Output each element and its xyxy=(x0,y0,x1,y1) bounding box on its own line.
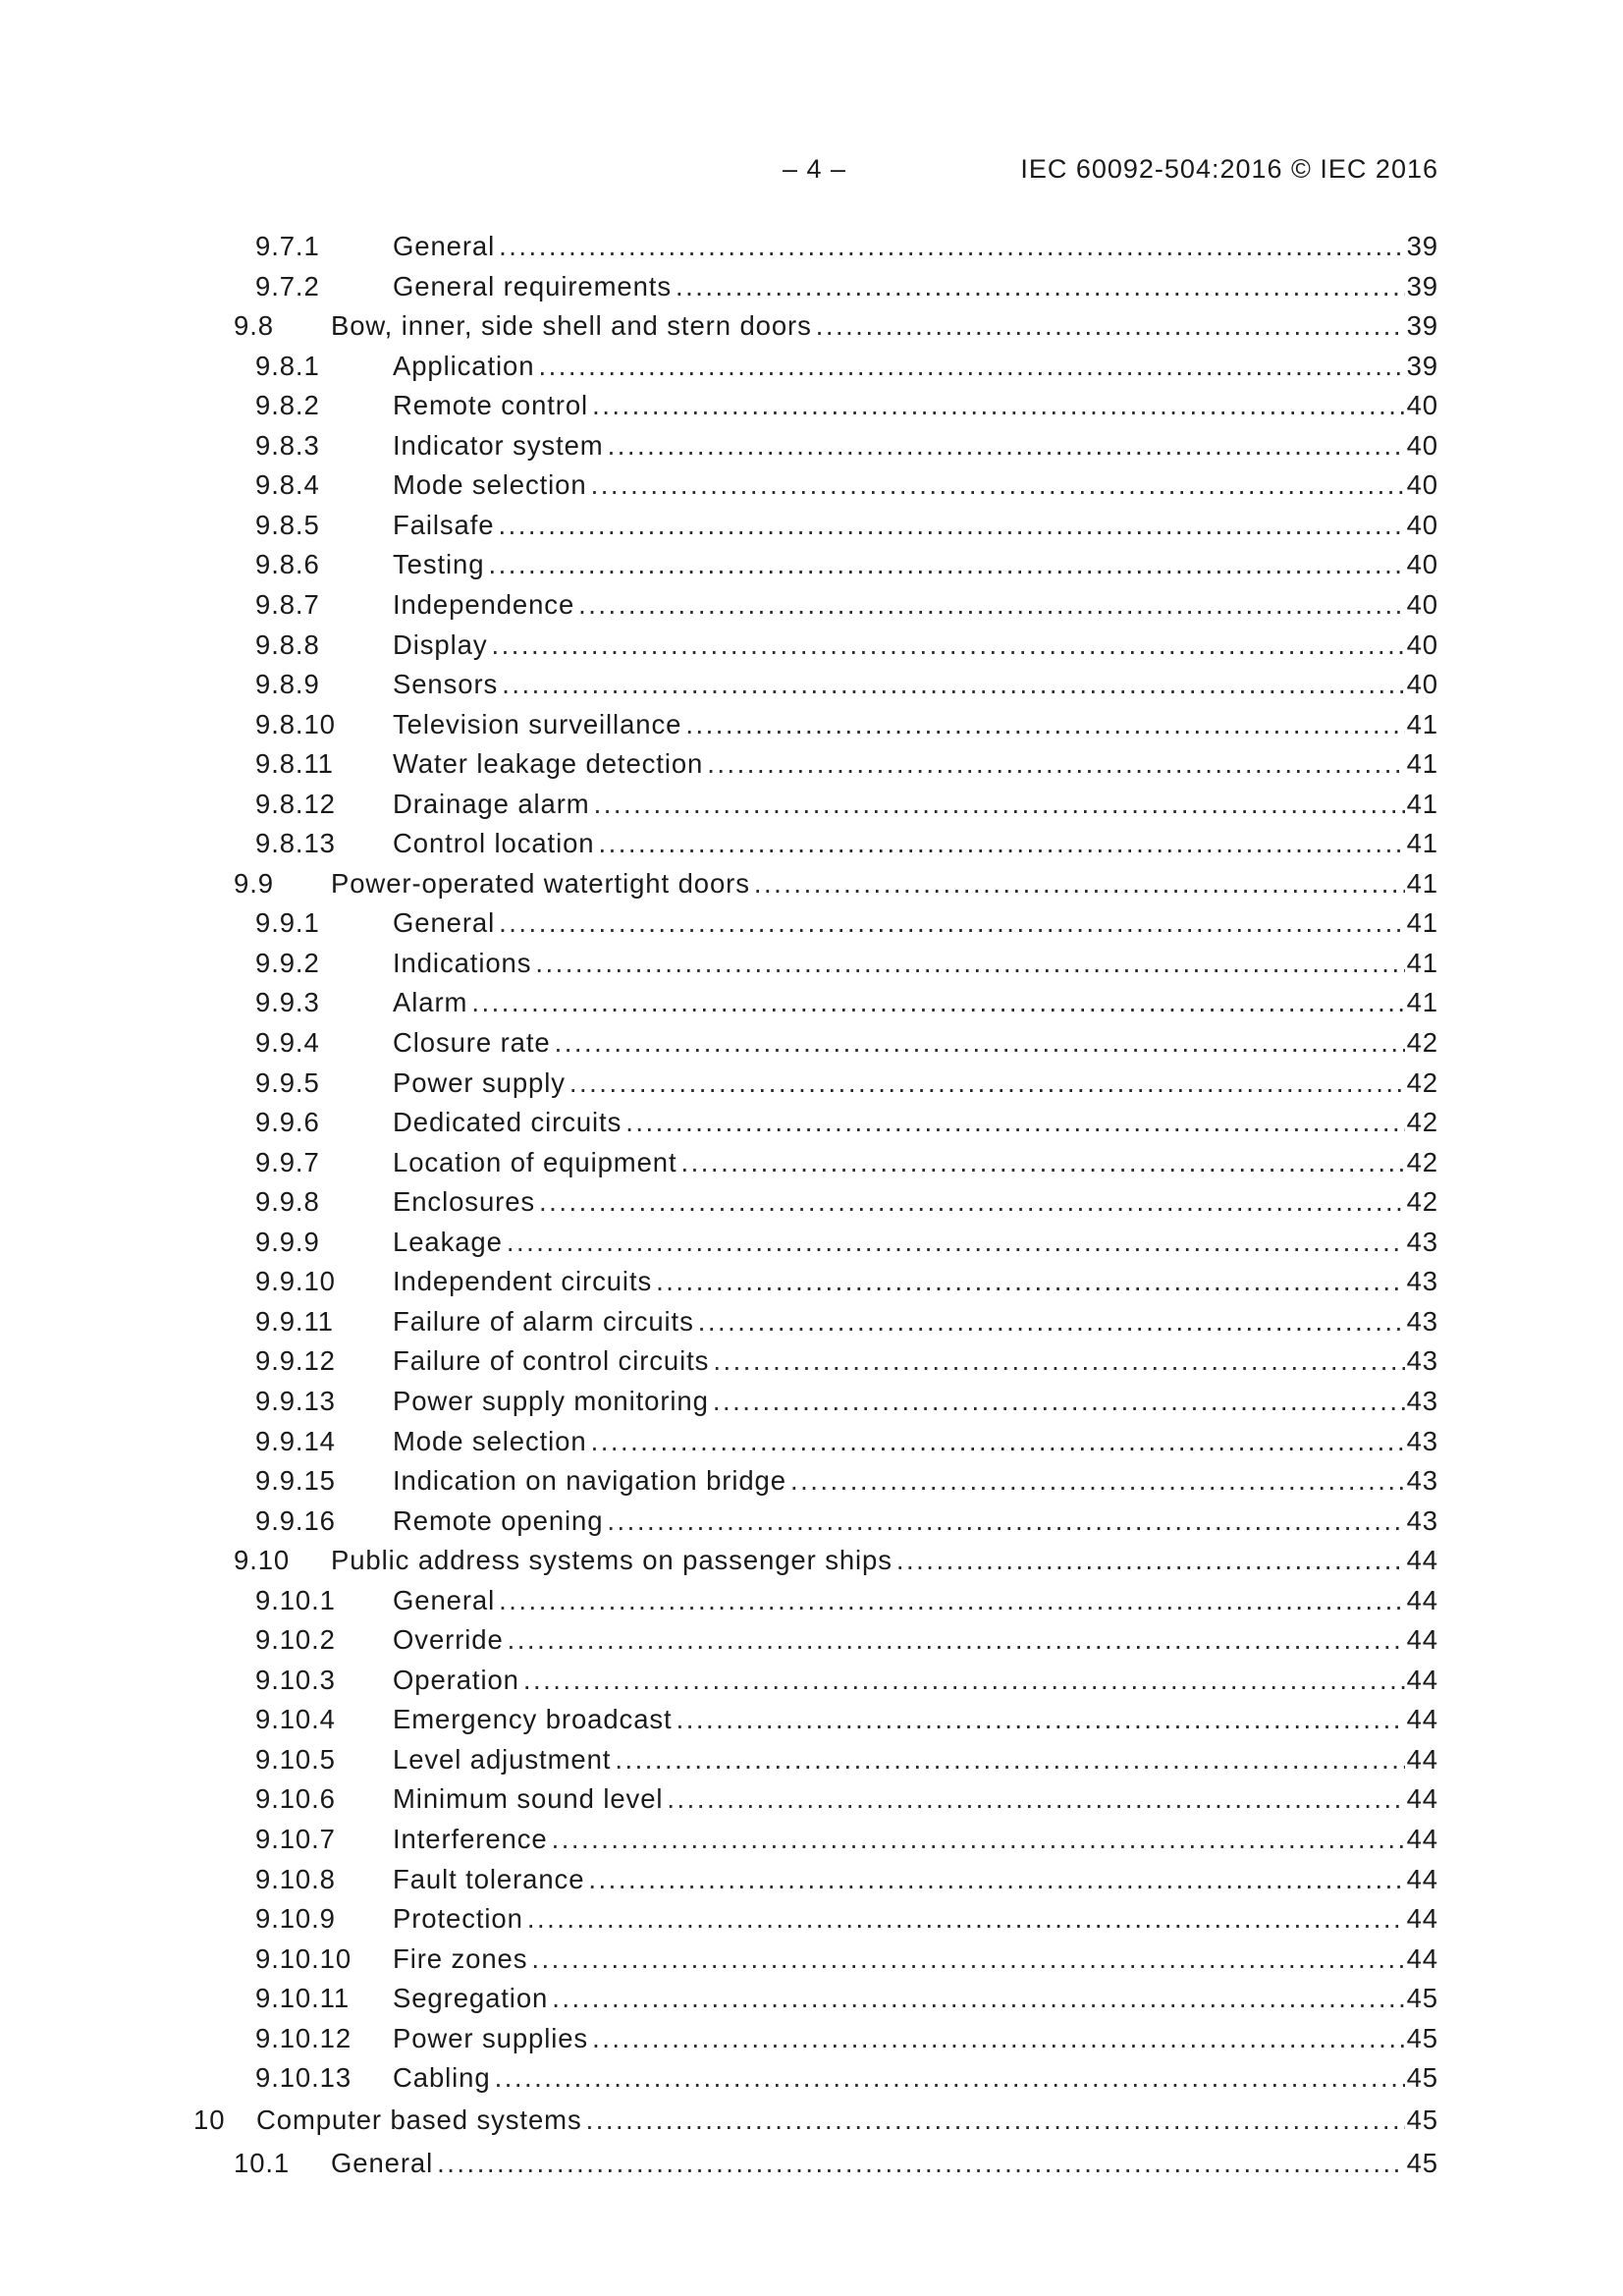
toc-entry-title: Override xyxy=(393,1624,504,1656)
toc-entry-number: 9.8.6 xyxy=(255,549,320,580)
toc-entry-number: 9.10.8 xyxy=(255,1863,336,1894)
toc-entry-body xyxy=(393,547,1438,582)
toc-entry-body xyxy=(393,1384,1438,1419)
toc-entry-title: Power supply monitoring xyxy=(393,1385,709,1416)
toc-entry-number: 9.9.10 xyxy=(255,1266,336,1297)
toc-dot-leader xyxy=(698,1304,1405,1339)
toc-entry-page: 44 xyxy=(1406,1743,1438,1775)
toc-dot-leader xyxy=(594,787,1405,822)
toc-entry-page: 43 xyxy=(1406,1266,1438,1297)
toc-entry-page: 42 xyxy=(1406,1066,1438,1098)
toc-entry-number: 9.10.12 xyxy=(255,2022,352,2053)
toc-entry-page: 44 xyxy=(1406,1584,1438,1615)
toc-entry[interactable] xyxy=(0,2146,1623,2181)
toc-dot-leader xyxy=(625,1105,1404,1140)
toc-entry-body xyxy=(393,349,1438,384)
toc-entry-number: 9.9.2 xyxy=(255,947,320,978)
toc-entry-title: General xyxy=(393,1584,496,1615)
toc-entry[interactable] xyxy=(0,1781,1623,1817)
toc-entry-number: 9.8.9 xyxy=(255,669,320,700)
toc-entry-title: Alarm xyxy=(393,987,468,1018)
toc-dot-leader xyxy=(569,1066,1405,1101)
toc-entry-page: 44 xyxy=(1406,1783,1438,1815)
toc-dot-leader xyxy=(790,1463,1405,1499)
toc-entry-title: Indications xyxy=(393,947,532,978)
toc-entry-body xyxy=(256,2103,1438,2138)
toc-entry[interactable] xyxy=(0,467,1623,503)
toc-entry-number: 9.10.10 xyxy=(255,1942,352,1974)
toc-entry[interactable] xyxy=(0,1304,1623,1339)
toc-entry-number: 9.9.9 xyxy=(255,1226,320,1257)
toc-dot-leader xyxy=(495,2060,1405,2096)
toc-entry-body xyxy=(393,1583,1438,1618)
toc-entry-page: 45 xyxy=(1406,2148,1438,2179)
toc-entry-body xyxy=(393,946,1438,981)
toc-dot-leader xyxy=(538,349,1404,384)
toc-entry-body xyxy=(393,1145,1438,1180)
toc-entry-body xyxy=(393,1901,1438,1937)
toc-dot-leader xyxy=(676,269,1405,304)
toc-entry-number: 9.10.4 xyxy=(255,1704,336,1735)
toc-entry-body xyxy=(393,1622,1438,1658)
toc-entry[interactable] xyxy=(0,1862,1623,1897)
toc-dot-leader xyxy=(592,2021,1405,2056)
toc-entry-number: 9.8.12 xyxy=(255,788,336,819)
toc-entry-number: 9.9.16 xyxy=(255,1504,336,1536)
toc-entry-number: 9.10.7 xyxy=(255,1824,336,1854)
toc-entry[interactable] xyxy=(0,1901,1623,1937)
toc-entry-body xyxy=(331,308,1438,344)
toc-entry[interactable] xyxy=(0,1543,1623,1578)
toc-entry-title: Independence xyxy=(393,588,575,620)
toc-entry-page: 45 xyxy=(1406,2022,1438,2053)
toc-entry-title: General xyxy=(393,231,496,261)
toc-entry-page: 44 xyxy=(1406,1704,1438,1735)
toc-entry[interactable] xyxy=(0,2021,1623,2056)
toc-dot-leader xyxy=(591,467,1405,503)
toc-entry[interactable] xyxy=(0,508,1623,543)
toc-entry-title: Emergency broadcast xyxy=(393,1704,673,1735)
toc-entry-title: Failure of control circuits xyxy=(393,1345,710,1377)
toc-entry[interactable] xyxy=(0,2103,1623,2138)
toc-entry[interactable] xyxy=(0,1343,1623,1379)
toc-entry[interactable] xyxy=(0,985,1623,1020)
toc-entry-page: 41 xyxy=(1406,987,1438,1018)
toc-dot-leader xyxy=(437,2146,1404,2181)
toc-entry-number: 9.9.1 xyxy=(255,907,320,939)
toc-dot-leader xyxy=(667,1781,1404,1817)
toc-entry-page: 44 xyxy=(1406,1942,1438,1974)
toc-entry-body xyxy=(393,1503,1438,1539)
toc-entry-number: 9.9.12 xyxy=(255,1345,336,1377)
toc-entry-body xyxy=(393,1981,1438,2016)
toc-entry[interactable] xyxy=(0,1225,1623,1260)
toc-entry-body xyxy=(393,508,1438,543)
toc-entry-page: 40 xyxy=(1406,429,1438,461)
toc-entry-title: General requirements xyxy=(393,270,672,301)
toc-entry-number: 9.9.11 xyxy=(255,1305,334,1337)
toc-entry-title: Cabling xyxy=(393,2062,491,2094)
toc-entry[interactable] xyxy=(0,946,1623,981)
toc-entry-body xyxy=(393,1184,1438,1220)
toc-entry-title: Leakage xyxy=(393,1226,503,1257)
toc-entry-page: 44 xyxy=(1406,1545,1438,1576)
document-reference: IEC 60092-504:2016 © IEC 2016 xyxy=(1020,154,1438,184)
toc-entry-page: 41 xyxy=(1406,828,1438,859)
toc-entry[interactable] xyxy=(0,667,1623,702)
toc-entry-page: 39 xyxy=(1406,350,1438,381)
toc-entry-body xyxy=(393,1822,1438,1857)
toc-entry-page: 40 xyxy=(1406,390,1438,421)
toc-entry[interactable] xyxy=(0,1463,1623,1499)
toc-entry-title: Indicator system xyxy=(393,429,604,461)
toc-entry-page: 45 xyxy=(1406,2104,1438,2135)
toc-entry-title: Water leakage detection xyxy=(393,748,704,780)
toc-entry-number: 9.7.2 xyxy=(255,270,320,301)
toc-dot-leader xyxy=(656,1264,1404,1299)
toc-dot-leader xyxy=(552,1981,1404,2016)
toc-entry-number: 9.8.5 xyxy=(255,509,320,540)
toc-entry-body xyxy=(393,2060,1438,2096)
toc-dot-leader xyxy=(586,2103,1405,2138)
toc-entry-page: 44 xyxy=(1406,1903,1438,1935)
toc-entry[interactable] xyxy=(0,1981,1623,2016)
toc-entry-body xyxy=(393,1742,1438,1777)
toc-entry-page: 39 xyxy=(1406,270,1438,301)
toc-dot-leader xyxy=(535,946,1404,981)
toc-entry[interactable] xyxy=(0,349,1623,384)
toc-entry-page: 40 xyxy=(1406,588,1438,620)
toc-entry-number: 9.7.1 xyxy=(255,231,320,261)
toc-entry-title: Closure rate xyxy=(393,1027,551,1058)
toc-entry-title: Bow, inner, side shell and stern doors xyxy=(331,310,812,342)
toc-entry-page: 44 xyxy=(1406,1824,1438,1854)
toc-entry[interactable] xyxy=(0,1503,1623,1539)
toc-entry-page: 41 xyxy=(1406,708,1438,739)
toc-entry-body xyxy=(393,1105,1438,1140)
toc-entry-title: Fire zones xyxy=(393,1942,528,1974)
toc-entry-number: 9.9.15 xyxy=(255,1465,336,1497)
toc-entry-title: Independent circuits xyxy=(393,1266,653,1297)
toc-entry-body xyxy=(393,1343,1438,1379)
toc-entry-body xyxy=(393,905,1438,941)
toc-entry-page: 44 xyxy=(1406,1624,1438,1656)
toc-dot-leader xyxy=(507,1225,1405,1260)
toc-entry[interactable] xyxy=(0,388,1623,423)
toc-entry-page: 42 xyxy=(1406,1027,1438,1058)
toc-entry-page: 43 xyxy=(1406,1226,1438,1257)
toc-entry[interactable] xyxy=(0,269,1623,304)
toc-entry-page: 43 xyxy=(1406,1305,1438,1337)
toc-entry-title: Failsafe xyxy=(393,509,495,540)
toc-entry-title: Failure of alarm circuits xyxy=(393,1305,694,1337)
toc-entry-title: Interference xyxy=(393,1824,548,1854)
toc-entry[interactable] xyxy=(0,1424,1623,1459)
toc-entry-number: 9.10.1 xyxy=(255,1584,336,1615)
toc-entry-number: 9.9.8 xyxy=(255,1186,320,1218)
toc-dot-leader xyxy=(499,229,1404,264)
page-number: – 4 – xyxy=(783,154,847,184)
toc-entry-number: 9.10 xyxy=(234,1545,291,1576)
toc-entry-title: Location of equipment xyxy=(393,1146,677,1177)
toc-entry-body xyxy=(393,1066,1438,1101)
toc-entry-title: Computer based systems xyxy=(256,2104,582,2135)
toc-entry-number: 9.8.1 xyxy=(255,350,320,381)
toc-entry-page: 42 xyxy=(1406,1107,1438,1138)
toc-entry-number: 9.9.7 xyxy=(255,1146,320,1177)
toc-entry-number: 9.9.14 xyxy=(255,1425,336,1456)
toc-entry-page: 41 xyxy=(1406,867,1438,899)
toc-entry-body xyxy=(393,1862,1438,1897)
toc-entry-title: Level adjustment xyxy=(393,1743,612,1775)
toc-entry-page: 42 xyxy=(1406,1186,1438,1218)
toc-entry-title: Control location xyxy=(393,828,595,859)
toc-entry-number: 9.9.5 xyxy=(255,1066,320,1098)
toc-entry-title: Power supply xyxy=(393,1066,566,1098)
toc-entry-body xyxy=(393,787,1438,822)
toc-entry-body xyxy=(393,587,1438,623)
toc-dot-leader xyxy=(598,826,1404,861)
toc-entry[interactable] xyxy=(0,1025,1623,1061)
toc-entry-body xyxy=(393,826,1438,861)
toc-entry-title: Minimum sound level xyxy=(393,1783,664,1815)
toc-dot-leader xyxy=(591,1424,1405,1459)
toc-entry[interactable] xyxy=(0,1583,1623,1618)
toc-entry-page: 41 xyxy=(1406,947,1438,978)
toc-entry-page: 40 xyxy=(1406,629,1438,660)
toc-entry-body xyxy=(393,1781,1438,1817)
toc-dot-leader xyxy=(608,428,1405,464)
toc-entry-title: General xyxy=(393,907,496,939)
toc-entry[interactable] xyxy=(0,547,1623,582)
toc-entry-number: 9.10.11 xyxy=(255,1983,351,2014)
toc-dot-leader xyxy=(713,1343,1404,1379)
toc-entry-number: 10 xyxy=(193,2104,226,2135)
toc-entry-body xyxy=(331,2146,1438,2181)
toc-entry-title: General xyxy=(331,2148,434,2179)
toc-dot-leader xyxy=(816,308,1405,344)
toc-dot-leader xyxy=(499,905,1404,941)
toc-entry-page: 39 xyxy=(1406,310,1438,342)
toc-entry[interactable] xyxy=(0,1941,1623,1977)
toc-entry-body xyxy=(393,667,1438,702)
toc-entry-title: Testing xyxy=(393,549,485,580)
toc-entry-body xyxy=(393,1424,1438,1459)
toc-entry-page: 45 xyxy=(1406,2062,1438,2094)
toc-entry-title: Television surveillance xyxy=(393,708,682,739)
toc-entry-page: 45 xyxy=(1406,1983,1438,2014)
toc-entry[interactable] xyxy=(0,746,1623,782)
page-header xyxy=(0,154,1623,193)
toc-entry-number: 9.9.3 xyxy=(255,987,320,1018)
toc-dot-leader xyxy=(588,1862,1404,1897)
toc-entry-page: 43 xyxy=(1406,1425,1438,1456)
toc-dot-leader xyxy=(681,1145,1405,1180)
toc-entry-title: Power-operated watertight doors xyxy=(331,867,750,899)
toc-entry-title: Drainage alarm xyxy=(393,788,590,819)
toc-entry-title: Application xyxy=(393,350,535,381)
toc-entry-body xyxy=(393,985,1438,1020)
toc-entry-body xyxy=(393,1225,1438,1260)
toc-dot-leader xyxy=(615,1742,1404,1777)
toc-entry-body xyxy=(393,1941,1438,1977)
toc-dot-leader xyxy=(488,547,1404,582)
toc-entry[interactable] xyxy=(0,905,1623,941)
toc-entry-body xyxy=(393,746,1438,782)
toc-dot-leader xyxy=(592,388,1405,423)
toc-entry-title: Mode selection xyxy=(393,1425,587,1456)
toc-entry-number: 9.10.6 xyxy=(255,1783,336,1815)
toc-entry-body xyxy=(393,2021,1438,2056)
toc-entry[interactable] xyxy=(0,1105,1623,1140)
toc-entry-title: Mode selection xyxy=(393,469,587,501)
toc-entry-page: 40 xyxy=(1406,669,1438,700)
toc-entry[interactable] xyxy=(0,1184,1623,1220)
toc-entry[interactable] xyxy=(0,2060,1623,2096)
toc-entry-number: 9.10.9 xyxy=(255,1903,336,1935)
toc-entry-body xyxy=(331,866,1438,902)
toc-entry-body xyxy=(393,628,1438,663)
toc-entry-number: 9.8.10 xyxy=(255,708,336,739)
toc-entry-number: 9.8 xyxy=(234,310,274,342)
toc-entry-page: 40 xyxy=(1406,509,1438,540)
toc-dot-leader xyxy=(502,667,1404,702)
toc-dot-leader xyxy=(527,1901,1405,1937)
toc-entry-body xyxy=(393,388,1438,423)
toc-entry-page: 42 xyxy=(1406,1146,1438,1177)
toc-entry-body xyxy=(393,1663,1438,1698)
toc-entry[interactable] xyxy=(0,1145,1623,1180)
toc-entry-page: 43 xyxy=(1406,1385,1438,1416)
toc-dot-leader xyxy=(685,707,1404,742)
toc-dot-leader xyxy=(552,1822,1405,1857)
toc-dot-leader xyxy=(555,1025,1405,1061)
toc-entry-title: Protection xyxy=(393,1903,523,1935)
toc-entry[interactable] xyxy=(0,1384,1623,1419)
toc-entry-number: 9.8.11 xyxy=(255,748,334,780)
toc-dot-leader xyxy=(499,508,1405,543)
toc-dot-leader xyxy=(491,628,1404,663)
toc-entry-number: 10.1 xyxy=(234,2148,291,2179)
toc-entry-number: 9.10.2 xyxy=(255,1624,336,1656)
toc-entry-number: 9.8.7 xyxy=(255,588,320,620)
toc-entry[interactable] xyxy=(0,826,1623,861)
toc-entry[interactable] xyxy=(0,1742,1623,1777)
toc-entry-number: 9.9.4 xyxy=(255,1027,320,1058)
toc-entry-number: 9.8.3 xyxy=(255,429,320,461)
toc-dot-leader xyxy=(676,1702,1405,1737)
toc-dot-leader xyxy=(754,866,1405,902)
toc-entry-page: 41 xyxy=(1406,907,1438,939)
toc-dot-leader xyxy=(707,746,1404,782)
toc-entry[interactable] xyxy=(0,787,1623,822)
toc-entry-page: 43 xyxy=(1406,1504,1438,1536)
toc-entry-title: Enclosures xyxy=(393,1186,536,1218)
toc-entry-body xyxy=(331,1543,1438,1578)
toc-entry-title: Power supplies xyxy=(393,2022,589,2053)
toc-entry-page: 44 xyxy=(1406,1863,1438,1894)
toc-entry-body xyxy=(393,1702,1438,1737)
toc-dot-leader xyxy=(499,1583,1404,1618)
toc-entry[interactable] xyxy=(0,428,1623,464)
toc-entry[interactable] xyxy=(0,1066,1623,1101)
toc-dot-leader xyxy=(896,1543,1405,1578)
toc-dot-leader xyxy=(471,985,1404,1020)
toc-entry-page: 41 xyxy=(1406,788,1438,819)
toc-entry[interactable] xyxy=(0,1622,1623,1658)
toc-entry-page: 40 xyxy=(1406,469,1438,501)
toc-dot-leader xyxy=(607,1503,1404,1539)
toc-entry-body xyxy=(393,1025,1438,1061)
toc-entry[interactable] xyxy=(0,1702,1623,1737)
toc-entry-title: Segregation xyxy=(393,1983,549,2014)
toc-entry-number: 9.8.13 xyxy=(255,828,336,859)
toc-entry-body xyxy=(393,707,1438,742)
toc-entry-body xyxy=(393,1304,1438,1339)
toc-entry-number: 9.10.13 xyxy=(255,2062,352,2094)
toc-entry[interactable] xyxy=(0,1264,1623,1299)
toc-entry[interactable] xyxy=(0,707,1623,742)
toc-entry-title: Sensors xyxy=(393,669,499,700)
toc-entry-page: 40 xyxy=(1406,549,1438,580)
toc-entry[interactable] xyxy=(0,1663,1623,1698)
toc-entry-body xyxy=(393,467,1438,503)
toc-entry-title: Remote control xyxy=(393,390,589,421)
toc-dot-leader xyxy=(523,1663,1405,1698)
toc-entry-title: Public address systems on passenger ships xyxy=(331,1545,893,1576)
toc-entry-body xyxy=(393,229,1438,264)
toc-entry-page: 41 xyxy=(1406,748,1438,780)
toc-entry-title: Display xyxy=(393,629,488,660)
toc-entry-page: 39 xyxy=(1406,231,1438,261)
toc-dot-leader xyxy=(508,1622,1405,1658)
toc-entry-page: 44 xyxy=(1406,1664,1438,1695)
toc-entry-number: 9.8.4 xyxy=(255,469,320,501)
toc-entry-body xyxy=(393,1463,1438,1499)
toc-entry-title: Remote opening xyxy=(393,1504,604,1536)
toc-entry-number: 9.9.13 xyxy=(255,1385,336,1416)
toc-entry-title: Indication on navigation bridge xyxy=(393,1465,786,1497)
toc-entry[interactable] xyxy=(0,628,1623,663)
toc-entry-title: Dedicated circuits xyxy=(393,1107,622,1138)
toc-entry[interactable] xyxy=(0,229,1623,264)
toc-entry-number: 9.9 xyxy=(234,867,274,899)
toc-dot-leader xyxy=(578,587,1404,623)
toc-entry[interactable] xyxy=(0,308,1623,344)
toc-entry[interactable] xyxy=(0,866,1623,902)
toc-entry-number: 9.9.6 xyxy=(255,1107,320,1138)
toc-entry-body xyxy=(393,269,1438,304)
toc-entry-title: Fault tolerance xyxy=(393,1863,585,1894)
toc-entry-number: 9.8.8 xyxy=(255,629,320,660)
toc-entry[interactable] xyxy=(0,1822,1623,1857)
toc-dot-leader xyxy=(539,1184,1405,1220)
toc-entry-number: 9.10.5 xyxy=(255,1743,336,1775)
toc-entry-body xyxy=(393,1264,1438,1299)
toc-entry-number: 9.8.2 xyxy=(255,390,320,421)
toc-entry[interactable] xyxy=(0,587,1623,623)
toc-dot-leader xyxy=(531,1941,1404,1977)
toc-entry-page: 43 xyxy=(1406,1345,1438,1377)
toc-dot-leader xyxy=(713,1384,1405,1419)
toc-entry-body xyxy=(393,428,1438,464)
toc-entry-page: 43 xyxy=(1406,1465,1438,1497)
toc-entry-title: Operation xyxy=(393,1664,519,1695)
toc-entry-number: 9.10.3 xyxy=(255,1664,336,1695)
